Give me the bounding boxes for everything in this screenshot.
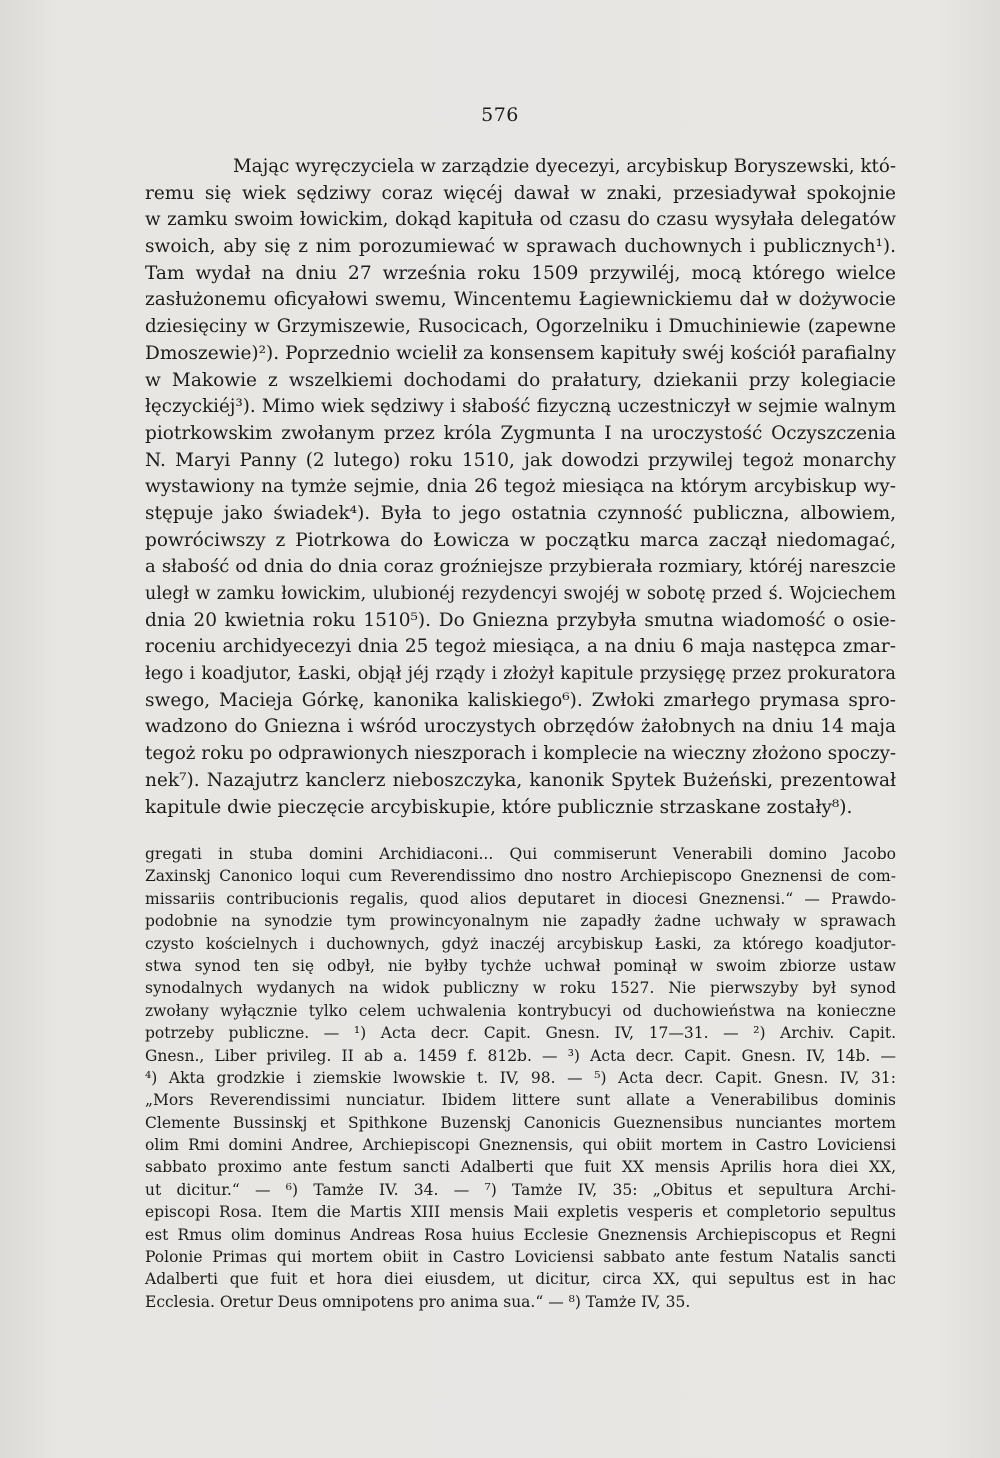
footnote-line: czysto kościelnych i duchownych, gdyż inaczéj arcybiskup Łaski, za którego koadjutor- bbox=[145, 934, 896, 953]
footnote-line: ⁴) Akta grodzkie i ziemskie lwowskie t. IV, 98. — ⁵) Acta decr. Capit. Gnesn. IV, 31: bbox=[145, 1068, 896, 1087]
footnote-line: synodalnych wydanych na widok publiczny w roku 1527. Nie pierwszyby był synod bbox=[145, 979, 896, 998]
text-line: wystawiony na tymże sejmie, dnia 26 tegoż miesiąca na którym arcybiskup wy- bbox=[145, 476, 896, 498]
page-number: 576 bbox=[481, 104, 519, 126]
footnote-line: episcopi Rosa. Item die Martis XIII mensis Maii expletis vesperis et completorio sepultus bbox=[145, 1203, 896, 1222]
footnote-line: Clemente Bussinskj et Spithkone Buzenskj Canonicis Gueznensibus nunciantes mortem bbox=[145, 1113, 896, 1132]
text-line: Dmoszewie)²). Poprzednio wcielił za konsensem kapituły swéj kościół parafialny bbox=[145, 342, 896, 364]
footnote-line: potrzeby publiczne. — ¹) Acta decr. Capit. Gnesn. IV, 17—31. — ²) Archiv. Capit. bbox=[145, 1024, 896, 1043]
footnote-line: missariis contribucionis regalis, quod alios deputaret in diocesi Gneznensi.“ — Prawdo- bbox=[145, 889, 896, 908]
text-line: swego, Macieja Górkę, kanonika kaliskiego⁶). Zwłoki zmarłego prymasa spro- bbox=[145, 689, 896, 711]
text-line: w Makowie z wszelkiemi dochodami do prałatury, dziekanii przy kolegiacie bbox=[145, 369, 896, 391]
footnote-line: olim Rmi domini Andree, Archiepiscopi Gneznensis, qui obiit mortem in Castro Loviciensi bbox=[145, 1136, 896, 1155]
text-line: łego i koadjutor, Łaski, objął jéj rządy i złożył kapitule przysięgę przez prokuratora bbox=[145, 664, 896, 685]
text-line: łęczyckiéj³). Mimo wiek sędziwy i słabość fizyczną uczestniczył w sejmie walnym bbox=[145, 396, 896, 418]
main-text bbox=[145, 154, 896, 821]
text-line: nek⁷). Nazajutrz kanclerz nieboszczyka, kanonik Spytek Bużeński, prezentował bbox=[145, 769, 896, 791]
footnotes bbox=[145, 843, 896, 1313]
footnote-line: podobnie na synodzie tym prowincyonalnym nie zapadły żadne uchwały w sprawach bbox=[145, 912, 896, 931]
footnote-line: est Rmus olim dominus Andreas Rosa huius Ecclesie Gneznensis Archiepiscopus et Regni bbox=[145, 1225, 896, 1244]
text-line: piotrkowskim zwołanym przez króla Zygmunta I na uroczystość Oczyszczenia bbox=[145, 422, 896, 444]
text-line: remu się wiek sędziwy coraz więcéj dawał w znaki, przesiadywał spokojnie bbox=[145, 182, 896, 204]
text-line: tegoż roku po odprawionych nieszporach i komplecie na wieczny złożono spoczy- bbox=[145, 743, 897, 765]
text-line: uległ w zamku łowickim, ulubionéj rezydencyi swojéj w sobotę przed ś. Wojciechem bbox=[145, 584, 896, 604]
footnote-line: gregati in stuba domini Archidiaconi... Qui commiserunt Venerabili domino Jacobo bbox=[145, 845, 896, 863]
footnote-line: stwa synod ten się odbył, nie byłby tychże uchwał pominął w swoim zbiorze ustaw bbox=[145, 956, 896, 975]
text-line: wadzono do Gniezna i wśród uroczystych obrzędów żałobnych na dniu 14 maja bbox=[145, 716, 896, 738]
footnote-line: zwołany wyłącznie tylko celem uchwalenia kontrybucyi od duchowieństwa na konieczne bbox=[145, 1001, 896, 1020]
footnote-line: „Mors Reverendissimi nunciatur. Ibidem littere sunt allate a Venerabilibus dominis bbox=[145, 1091, 896, 1110]
text-line: Tam wydał na dniu 27 września roku 1509 przywiléj, mocą którego wielce bbox=[145, 262, 896, 284]
footnote-line: sabbato proximo ante festum sancti Adalberti que fuit XX mensis Aprilis hora diei XX, bbox=[145, 1158, 896, 1177]
text-line: zasłużonemu oficyałowi swemu, Wincentemu Łagiewnickiemu dał w dożywocie bbox=[145, 289, 896, 311]
text-line: roceniu archidyecezyi dnia 25 tegoż miesiąca, a na dniu 6 maja następca zmar- bbox=[145, 636, 896, 658]
footnote-line: Ecclesia. Oretur Deus omnipotens pro anima sua.“ — ⁸) Tamże IV, 35. bbox=[145, 1292, 691, 1311]
footnote-line: Gnesn., Liber privileg. II ab a. 1459 f. 812b. — ³) Acta decr. Capit. Gnesn. IV, 14b. — bbox=[145, 1046, 896, 1065]
text-line: dnia 20 kwietnia roku 1510⁵). Do Gniezna przybyła smutna wiadomość o osie- bbox=[145, 609, 896, 631]
text-line: Mając wyręczyciela w zarządzie dyecezyi, arcybiskup Boryszewski, któ- bbox=[233, 156, 896, 177]
text-line: powróciwszy z Piotrkowa do Łowicza w początku marca zaczął niedomagać, bbox=[145, 529, 896, 551]
footnote-line: Adalberti que fuit et hora diei eiusdem, ut dicitur, circa XX, qui sepultus est in hac bbox=[145, 1270, 896, 1289]
text-line: stępuje jako świadek⁴). Była to jego ostatnia czynność publiczna, albowiem, bbox=[145, 502, 896, 524]
text-line: swoich, aby się z nim porozumiewać w sprawach duchownych i publicznych¹). bbox=[145, 236, 896, 258]
text-line: kapitule dwie pieczęcie arcybiskupie, które publicznie strzaskane zostały⁸). bbox=[145, 796, 853, 818]
text-line: N. Maryi Panny (2 lutego) roku 1510, jak dowodzi przywilej tegoż monarchy bbox=[145, 449, 896, 471]
footnote-line: Polonie Primas qui mortem obiit in Castro Loviciensi sabbato ante festum Natalis sancti bbox=[145, 1248, 896, 1267]
text-line: w zamku swoim łowickim, dokąd kapituła od czasu do czasu wysyłała delegatów bbox=[145, 209, 896, 231]
text-line: a słabość od dnia do dnia coraz groźniejsze przybierała rozmiary, któréj nareszcie bbox=[145, 556, 896, 578]
text-line: dziesięciny w Grzymiszewie, Rusocicach, Ogorzelniku i Dmuchiniewie (zapewne bbox=[145, 316, 896, 338]
footnote-line: Zaxinskj Canonico loqui cum Reverendissimo dno nostro Archiepiscopo Gneznensi de com- bbox=[145, 867, 896, 886]
footnote-line: ut dicitur.“ — ⁶) Tamże IV. 34. — ⁷) Tamże IV, 35: „Obitus et sepultura Archi- bbox=[145, 1180, 896, 1199]
